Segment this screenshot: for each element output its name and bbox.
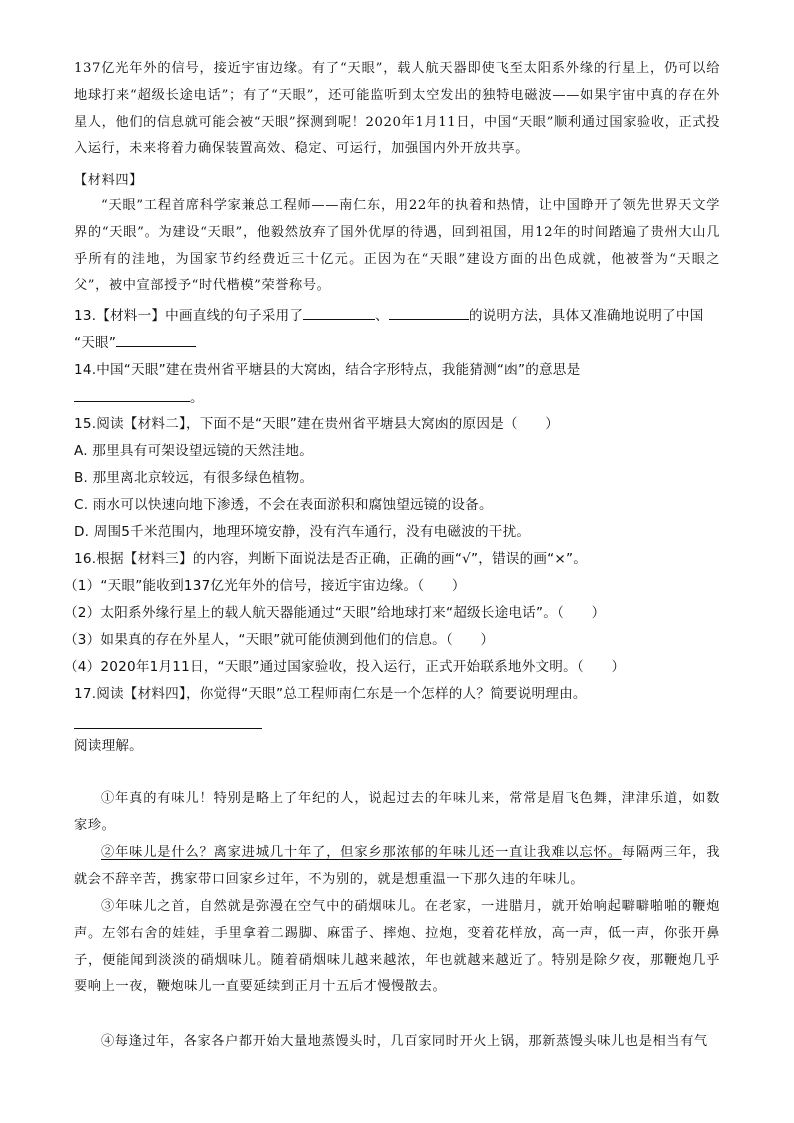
q13-answer-blank-1[interactable] — [303, 305, 375, 320]
section-2-heading: 阅读理解。 — [74, 738, 143, 754]
question-13-line2 — [74, 332, 724, 353]
q15-option-c[interactable]: C. 雨水可以快速向地下渗透，不会在表面淤积和腐蚀望远镜的设备。 — [74, 497, 493, 513]
q16-item-1[interactable]: （1）“天眼”能收到137亿光年外的信号，接近宇宙边缘。（ ） — [64, 578, 466, 594]
q16-item-3[interactable]: （3）如果真的存在外星人，“天眼”就可能侦测到他们的信息。（ ） — [64, 632, 495, 648]
q14-text-2: 。 — [190, 390, 204, 406]
q13-text-4: “天眼” — [74, 335, 117, 351]
q16-item-2[interactable]: （2）太阳系外缘行星上的载人航天器能通过“天眼”给地球打来“超级长途电话”。（ ） — [64, 605, 606, 621]
question-14-line1: 14.中国“天眼”建在贵州省平塘县的大窝凼，结合字形特点，我能猜测“凼”的意思是 — [74, 362, 581, 378]
q13-answer-blank-3[interactable] — [116, 332, 196, 347]
q15-option-b[interactable]: B. 那里离北京较远，有很多绿色植物。 — [74, 470, 314, 486]
underlined-sentence: ②年味儿是什么？离家进城几十年了，但家乡那浓郁的年味儿还一直让我难以忘怀。 — [101, 845, 622, 860]
question-13-line1 — [74, 305, 724, 326]
paragraph-2-rest: 每隔两三年，我就会不辞辛苦，携家带口回家乡过年，不为别的，就是想重温一下那久违的年味儿。 — [74, 845, 720, 887]
q15-option-a[interactable]: A. 那里具有可架设望远镜的天然洼地。 — [74, 443, 314, 459]
q15-option-d[interactable]: D. 周围5千米范围内，地理环境安静，没有汽车通行，没有电磁波的干扰。 — [74, 524, 531, 540]
q13-text-3: 的说明方法，具体又准确地说明了中国 — [468, 308, 704, 324]
q14-answer-blank[interactable] — [74, 387, 190, 402]
q13-answer-blank-2[interactable] — [389, 305, 469, 320]
section2-paragraph-1: ①年真的有味儿！特别是略上了年纪的人，说起过去的年味儿来，常常是眉飞色舞，津津乐道，如数家珍。 — [74, 791, 720, 833]
q13-text-2: 、 — [375, 308, 389, 324]
question-14-line2 — [74, 387, 724, 408]
q13-text-1: 13.【材料一】中画直线的句子采用了 — [74, 308, 304, 324]
q16-item-4[interactable]: （4）2020年1月11日，“天眼”通过国家验收，投入运行，正式开始联系地外文明。（ ） — [64, 659, 626, 675]
section2-paragraph-2 — [74, 840, 720, 894]
question-15-stem: 15.阅读【材料二】，下面不是“天眼”建在贵州省平塘县大窝凼的原因是（ ） — [74, 416, 560, 432]
material4-heading: 【材料四】 — [74, 173, 143, 188]
material4-paragraph: “天眼”工程首席科学家兼总工程师——南仁东，用22年的执着和热情，让中国睁开了领先世界天文学界的“天眼”。为建设“天眼”，他毅然放弃了国外优厚的待遇，回到祖国，用12年的时间踏遍了贵州大山几乎所有的洼地，为国家节约经费近三十亿元。正因为在“天眼”建设方面的出色成就，他被誉为“天眼之父”，被中宣部授予“时代楷模”荣誉称号。 — [74, 198, 720, 294]
section2-paragraph-4: ④每逢过年，各家各户都开始大量地蒸馒头时，几百家同时开火上锅，那新蒸馒头味儿也是相当有气 — [101, 1034, 708, 1049]
section2-paragraph-3: ③年味儿之首，自然就是弥漫在空气中的硝烟味儿。在老家，一进腊月，就开始响起噼噼啪啪的鞭炮声。左邻右舍的娃娃，手里拿着二踢脚、麻雷子、摔炮、拉炮，变着花样放，高一声，低一声，你张开鼻子，便能闻到淡淡的硝烟味儿。随着硝烟味儿越来越浓，年也就越来越近了。特别是除夕夜，那鞭炮几乎要响上一夜，鞭炮味儿一直要延续到正月十五后才慢慢散去。 — [74, 899, 720, 995]
material3-paragraph: 137亿光年外的信号，接近宇宙边缘。有了“天眼”，载人航天器即使飞至太阳系外缘的行星上，仍可以给地球打来“超级长途电话”；有了“天眼”，还可能监听到太空发出的独特电磁波——如果宇宙中真的存在外星人，他们的信息就可能会被“天眼”探测到呢！2020年1月11日，中国“天眼”顺利通过国家验收，正式投入运行，未来将着力确保装置高效、稳定、可运行，加强国内外开放共享。 — [74, 61, 720, 157]
question-17-stem: 17.阅读【材料四】，你觉得“天眼”总工程师南仁东是一个怎样的人？简要说明理由。 — [74, 686, 587, 702]
question-16-stem: 16.根据【材料三】的内容，判断下面说法是否正确，正确的画“√”，错误的画“×”。 — [74, 551, 588, 567]
q17-answer-line[interactable] — [74, 728, 262, 729]
